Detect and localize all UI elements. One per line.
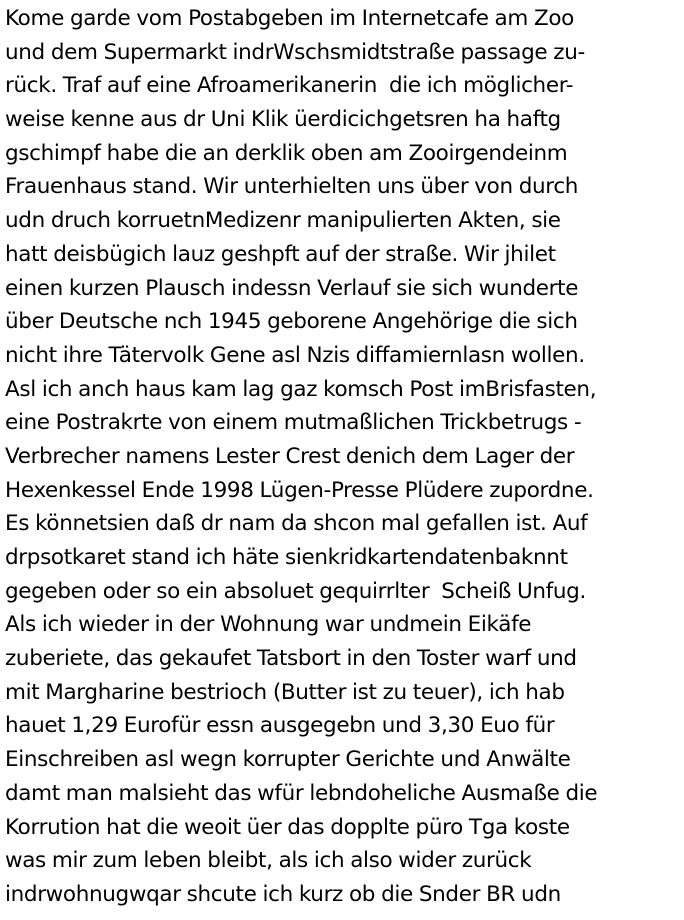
text-line: indrwohnugwqar shcute ich kurz ob die Snder BR udn xyxy=(5,881,561,907)
text-line: Als ich wieder in der Wohnung war undmein Eikäfe xyxy=(5,612,532,638)
text-line: Es könnetsien daß dr nam da shcon mal gefallen ist. Auf xyxy=(5,511,588,537)
text-line: hauet 1,29 Eurofür essn ausgegebn und 3,30 Euo für xyxy=(5,713,555,739)
text-line: nicht ihre Tätervolk Gene asl Nzis diffamiernlasn wollen. xyxy=(5,342,585,368)
document-text xyxy=(5,2,681,912)
text-line: damt man malsieht das wfür lebndoheliche Ausmaße die xyxy=(5,780,598,806)
text-line: Asl ich anch haus kam lag gaz komsch Post imBrisfasten, xyxy=(5,376,597,402)
text-line: was mir zum leben bleibt, als ich also wider zurück xyxy=(5,848,532,874)
text-line: Frauenhaus stand. Wir unterhielten uns über von durch xyxy=(5,174,579,200)
text-line: gschimpf habe die an derklik oben am Zooirgendeinm xyxy=(5,140,568,166)
text-line: weise kenne aus dr Uni Klik üerdicichgetsren ha haftg xyxy=(5,107,561,133)
text-line: drpsotkaret stand ich häte sienkridkartendatenbaknnt xyxy=(5,545,568,570)
text-line: Kome garde vom Postabgeben im Internetcafe am Zoo xyxy=(5,6,574,31)
text-line: hatt deisbügich lauz geshpft auf der straße. Wir jhilet xyxy=(5,241,556,267)
text-line: gegeben oder so ein absoluet gequirrlter Scheiß Unfug. xyxy=(5,578,586,604)
text-line: udn druch korruetnMedizenr manipulierten Akten, sie xyxy=(5,208,561,234)
text-line: Verbrecher namens Lester Crest denich dem Lager der xyxy=(5,443,575,469)
text-line: einen kurzen Plausch indessn Verlauf sie sich wunderte xyxy=(5,275,579,301)
text-line: rück. Traf auf eine Afroamerikanerin die ich möglicher- xyxy=(5,73,574,99)
text-line: und dem Supermarkt indrWschsmidtstraße passage zu- xyxy=(5,39,585,65)
text-line: Hexenkessel Ende 1998 Lügen-Presse Plüdere zupordne. xyxy=(5,477,594,503)
text-line: zuberiete, das gekaufet Tatsbort in den Toster warf und xyxy=(5,646,577,672)
text-line: Korrution hat die weoit üer das dopplte püro Tga koste xyxy=(5,814,570,840)
text-line: über Deutsche nch 1945 geborene Angehörige die sich xyxy=(5,309,578,335)
text-line: mit Margharine bestrioch (Butter ist zu teuer), ich hab xyxy=(5,679,565,705)
text-line: eine Postrakrte von einem mutmaßlichen Trickbetrugs - xyxy=(5,410,582,436)
text-line: Einschreiben asl wegn korrupter Gerichte und Anwälte xyxy=(5,747,571,773)
